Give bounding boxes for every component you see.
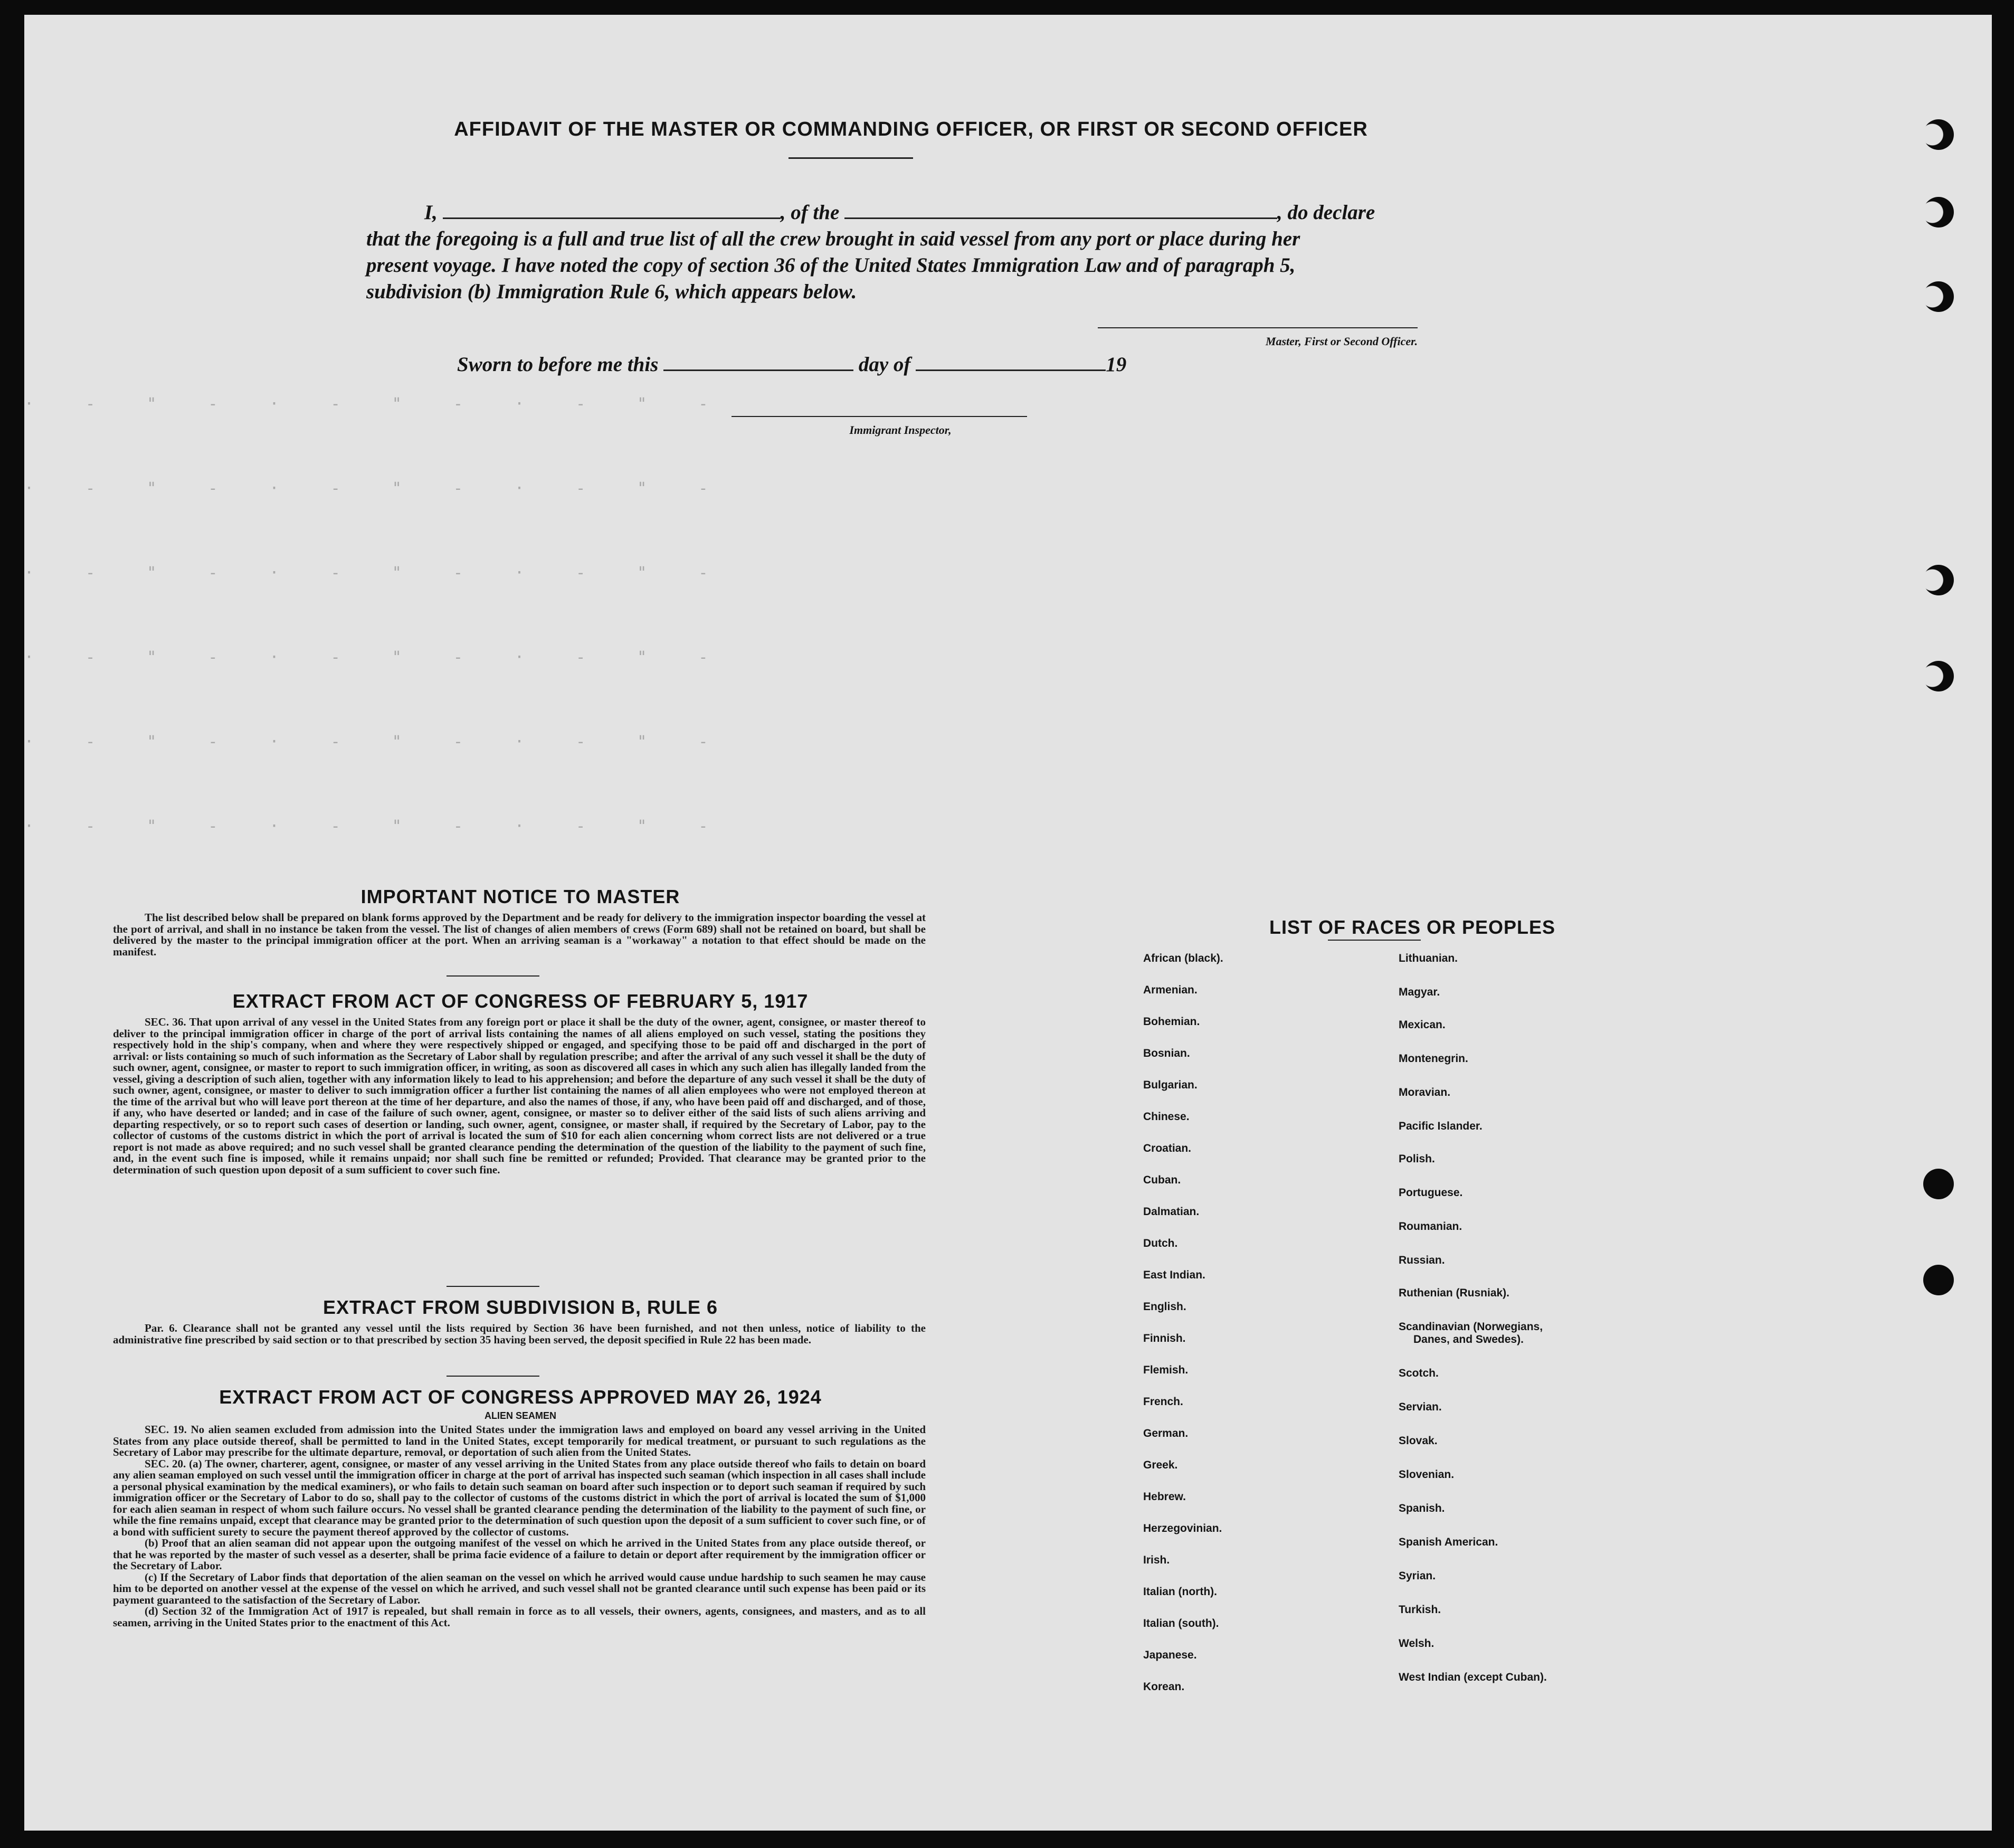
race-item: Spanish. bbox=[1399, 1502, 1445, 1514]
race-item: Italian (south). bbox=[1143, 1617, 1219, 1629]
race-item: Hebrew. bbox=[1143, 1491, 1186, 1503]
document-sheet bbox=[24, 15, 1992, 1831]
extract-1917-title: EXTRACT FROM ACT OF CONGRESS OF FEBRUARY 5, 1917 bbox=[232, 990, 809, 1012]
race-item: Bulgarian. bbox=[1143, 1079, 1198, 1091]
race-item: Irish. bbox=[1143, 1554, 1170, 1566]
race-item: Turkish. bbox=[1399, 1604, 1441, 1616]
section-divider bbox=[446, 1286, 539, 1287]
race-item: Dutch. bbox=[1143, 1237, 1178, 1249]
bleed-through-row: · - " - · - " - · - " - bbox=[24, 648, 729, 667]
binder-hole bbox=[1923, 1265, 1954, 1295]
binder-hole bbox=[1923, 119, 1954, 150]
race-item: Syrian. bbox=[1399, 1570, 1436, 1582]
race-item: East Indian. bbox=[1143, 1269, 1205, 1281]
race-item: Ruthenian (Rusniak). bbox=[1399, 1287, 1510, 1299]
binder-hole bbox=[1923, 281, 1954, 312]
rule-6-text: Par. 6. Clearance shall not be granted any vessel until the lists required by Section 36 have been furnished, and not then unless, notice of liability to the administrative fine prescribed by said section or to that prescribed by section 35 having been served, the deposit specified in Rule 22 has been made. bbox=[113, 1322, 926, 1346]
notice-title: IMPORTANT NOTICE TO MASTER bbox=[360, 886, 680, 907]
race-item: Russian. bbox=[1399, 1254, 1445, 1266]
declaration-line: subdivision (b) Immigration Rule 6, which appears below. bbox=[366, 280, 857, 303]
race-item: Finnish. bbox=[1143, 1332, 1186, 1344]
races-divider bbox=[1328, 940, 1421, 941]
year-prefix: 19 bbox=[1106, 353, 1127, 376]
race-item: Moravian. bbox=[1399, 1086, 1451, 1098]
bleed-through-row: · - " - · - " - · - " - bbox=[24, 733, 729, 751]
month-blank bbox=[916, 354, 1106, 371]
race-item: West Indian (except Cuban). bbox=[1399, 1671, 1547, 1683]
race-item: Chinese. bbox=[1143, 1111, 1190, 1123]
race-item: Spanish American. bbox=[1399, 1536, 1498, 1548]
notice-text: The list described below shall be prepared on blank forms approved by the Department and be ready for delivery to the immigration inspector boarding the vessel at the port of arrival, and shall in no instance be taken from the vessel. The list of changes of alien members of crews (Form 689) shall not be retained on board, but shall be delivered by the master to the principal immigration officer at the port. When an arriving seaman is a "workaway" a notation to that effect should be made on the manifest. bbox=[113, 911, 926, 958]
race-item: Herzegovinian. bbox=[1143, 1522, 1222, 1534]
race-item: German. bbox=[1143, 1427, 1189, 1439]
race-item: Slovenian. bbox=[1399, 1468, 1455, 1481]
race-item: Armenian. bbox=[1143, 984, 1198, 996]
extract-1924-paragraph: SEC. 20. (a) The owner, charterer, agent, consignee, or master of any vessel arriving in the United States from any place outside thereof who fails to detain on board any alien seaman employed on such vessel until the immigration officer in charge at the port of arrival has inspected such seaman (which inspection in all cases shall include a personal physical examination by the medical examiners), or who fails to detain such seaman on board after such inspection or to deport such seaman if required by such immigration officer or the Secretary of Labor to do so, shall pay to the collector of customs of the customs district in which the port of arrival is located the sum of $1,000 for each alien seaman in respect of whom such failure occurs. No vessel shall be granted clearance pending the determination of the liability to the payment of such fine, or while the fine remains unpaid, except that clearance may be granted prior to the determination of such question upon the deposit of a sum sufficient to cover such fine, or of a bond with sufficient surety to secure the payment thereof approved by the collector of customs. bbox=[113, 1457, 926, 1538]
inspector-line bbox=[732, 416, 1027, 417]
race-item: English. bbox=[1143, 1301, 1186, 1313]
bleed-through-row: · - " - · - " - · - " - bbox=[24, 564, 729, 582]
race-item: Servian. bbox=[1399, 1401, 1442, 1413]
signature-line bbox=[1098, 327, 1418, 328]
affidavit-title: AFFIDAVIT OF THE MASTER OR COMMANDING OFFICER, OR FIRST OR SECOND OFFICER bbox=[454, 118, 1368, 140]
binder-hole bbox=[1923, 1169, 1954, 1199]
declaration-line: that the foregoing is a full and true list of all the crew brought in said vessel from any port or place during her bbox=[366, 228, 1300, 250]
do-declare-label: , do declare bbox=[1277, 201, 1375, 224]
extract-1924-title: EXTRACT FROM ACT OF CONGRESS APPROVED MAY 26, 1924 bbox=[219, 1386, 822, 1408]
binder-hole bbox=[1923, 565, 1954, 595]
race-item: Welsh. bbox=[1399, 1637, 1434, 1650]
race-item: Pacific Islander. bbox=[1399, 1120, 1483, 1132]
race-item: Italian (north). bbox=[1143, 1586, 1217, 1598]
extract-1924-paragraph: (c) If the Secretary of Labor finds that deportation of the alien seaman on the vessel on which he arrived would cause undue hardship to such seamen he may cause him to be deported on another vessel at the expense of the vessel on which he arrived, and such vessel shall not be granted clearance until such expense has been paid or its payment guaranteed to the satisfaction of the Secretary of Labor. bbox=[113, 1570, 926, 1606]
race-item: Dalmatian. bbox=[1143, 1206, 1200, 1218]
races-title: LIST OF RACES OR PEOPLES bbox=[1269, 916, 1556, 938]
i-label: I, bbox=[424, 201, 438, 224]
sworn-label: Sworn to before me this bbox=[457, 353, 659, 376]
day-of-label: day of bbox=[858, 353, 911, 376]
binder-hole bbox=[1923, 197, 1954, 228]
race-item: Danes, and Swedes). bbox=[1413, 1333, 1524, 1345]
race-item: Slovak. bbox=[1399, 1435, 1438, 1447]
race-item: Japanese. bbox=[1143, 1649, 1197, 1661]
race-item: Portuguese. bbox=[1399, 1187, 1463, 1199]
race-item: Lithuanian. bbox=[1399, 952, 1458, 964]
race-item: Scotch. bbox=[1399, 1367, 1439, 1379]
section-divider bbox=[446, 1376, 539, 1377]
signature-label: Master, First or Second Officer. bbox=[1265, 335, 1418, 348]
declaration-line: present voyage. I have noted the copy of section 36 of the United States Immigration Law and of paragraph 5, bbox=[366, 254, 1296, 277]
race-item: French. bbox=[1143, 1396, 1183, 1408]
alien-seamen-subtitle: ALIEN SEAMEN bbox=[484, 1410, 556, 1421]
date-blank bbox=[663, 354, 853, 371]
race-item: Bohemian. bbox=[1143, 1016, 1200, 1028]
race-item: Magyar. bbox=[1399, 986, 1440, 998]
race-item: Polish. bbox=[1399, 1153, 1435, 1165]
race-item: Scandinavian (Norwegians, bbox=[1399, 1321, 1543, 1333]
race-item: Montenegrin. bbox=[1399, 1053, 1468, 1065]
race-item: Bosnian. bbox=[1143, 1047, 1190, 1059]
declaration-text bbox=[366, 200, 1422, 305]
binder-hole bbox=[1923, 661, 1954, 691]
race-item: Flemish. bbox=[1143, 1364, 1189, 1376]
vessel-blank bbox=[844, 202, 1277, 219]
race-item: Korean. bbox=[1143, 1681, 1185, 1693]
race-item: Croatian. bbox=[1143, 1142, 1192, 1154]
extract-1924-paragraph: SEC. 19. No alien seamen excluded from admission into the United States under the immigration laws and employed on board any vessel arriving in the United States from any place outside thereof, shall be permitted to land in the United States, except temporarily for medical treatment, or pursuant to such regulations as the Secretary of Labor may prescribe for the ultimate departure, removal, or deportation of such alien from the United States. bbox=[113, 1423, 926, 1458]
extract-1924-paragraph: (b) Proof that an alien seaman did not appear upon the outgoing manifest of the vessel on which he arrived in the United States from any place outside thereof, or that he was reported by the master of such vessel as a deserter, shall be prima facie evidence of a failure to detain or deport after requirement by the immigration officer or the Secretary of Labor. bbox=[113, 1537, 926, 1572]
section-divider bbox=[446, 975, 539, 977]
race-item: Mexican. bbox=[1399, 1019, 1446, 1031]
extract-1917-text: SEC. 36. That upon arrival of any vessel in the United States from any foreign port or place it shall be the duty of the owner, agent, consignee, or master thereof to deliver to the principal immigration officer in charge of the port of arrival lists containing the names of all aliens employed on such vessel, stating the positions they respectively hold in the ship's company, when and where they were respectively shipped or engaged, and specifying those to be paid off and discharged in the port of arrival: or lists containing so much of such information as the Secretary of Labor shall by regulation prescribe; and after the arrival of any such vessel it shall be the duty of such owner, agent, consignee, or master to report to such immigration officer, in writing, as soon as discovered all cases in which any such alien has illegally landed from the vessel, giving a description of such alien, together with any information likely to lead to his apprehension; and before the departure of any such vessel it shall be the duty of such owner, agent, consignee, or master to deliver to such immigration officer a further list containing the names of all alien employees who were not employed thereon at the time of the arrival but who will leave port thereon at the time of her departure, and also the names of those, if any, who have been paid off and discharged, and of those, if any, who have deserted or landed; and in case of the failure of such owner, agent, consignee, or master so to deliver either of the said lists of such aliens arriving and departing respectively, or so to report such cases of desertion or landing, such owner, agent, consignee, or master shall, if required by the Secretary of Labor, pay to the collector of customs of the customs district in which the port of arrival is located the sum of $10 for each alien concerning whom correct lists are not delivered or a true report is not made as above required; and no such vessel shall be granted clearance pending the determination of the question of the liability to the payment of such fine, and, in the event such fine is imposed, while it remains unpaid; nor shall such fine be remitted or refunded; Provided. That clearance may be granted prior to the determination of such question upon deposit of a sum sufficient to cover such fine. bbox=[113, 1016, 926, 1176]
title-divider bbox=[788, 157, 913, 159]
bleed-through-row: · - " - · - " - · - " - bbox=[24, 395, 729, 413]
inspector-label: Immigrant Inspector, bbox=[849, 423, 952, 437]
extract-1924-text bbox=[113, 1424, 926, 1628]
bleed-through-row: · - " - · - " - · - " - bbox=[24, 479, 729, 498]
sworn-statement bbox=[457, 353, 1196, 376]
name-blank bbox=[443, 202, 781, 219]
race-item: Greek. bbox=[1143, 1459, 1178, 1471]
race-item: African (black). bbox=[1143, 952, 1223, 964]
race-item: Roumanian. bbox=[1399, 1220, 1462, 1233]
race-item: Cuban. bbox=[1143, 1174, 1181, 1186]
of-the-label: , of the bbox=[780, 201, 840, 224]
rule-6-title: EXTRACT FROM SUBDIVISION B, RULE 6 bbox=[322, 1296, 718, 1318]
extract-1924-paragraph: (d) Section 32 of the Immigration Act of 1917 is repealed, but shall remain in force as to all vessels, their owners, agents, consignees, and masters, and as to all seamen, arriving in the United States prior to the enactment of this Act. bbox=[113, 1605, 926, 1629]
bleed-through-row: · - " - · - " - · - " - bbox=[24, 817, 729, 836]
